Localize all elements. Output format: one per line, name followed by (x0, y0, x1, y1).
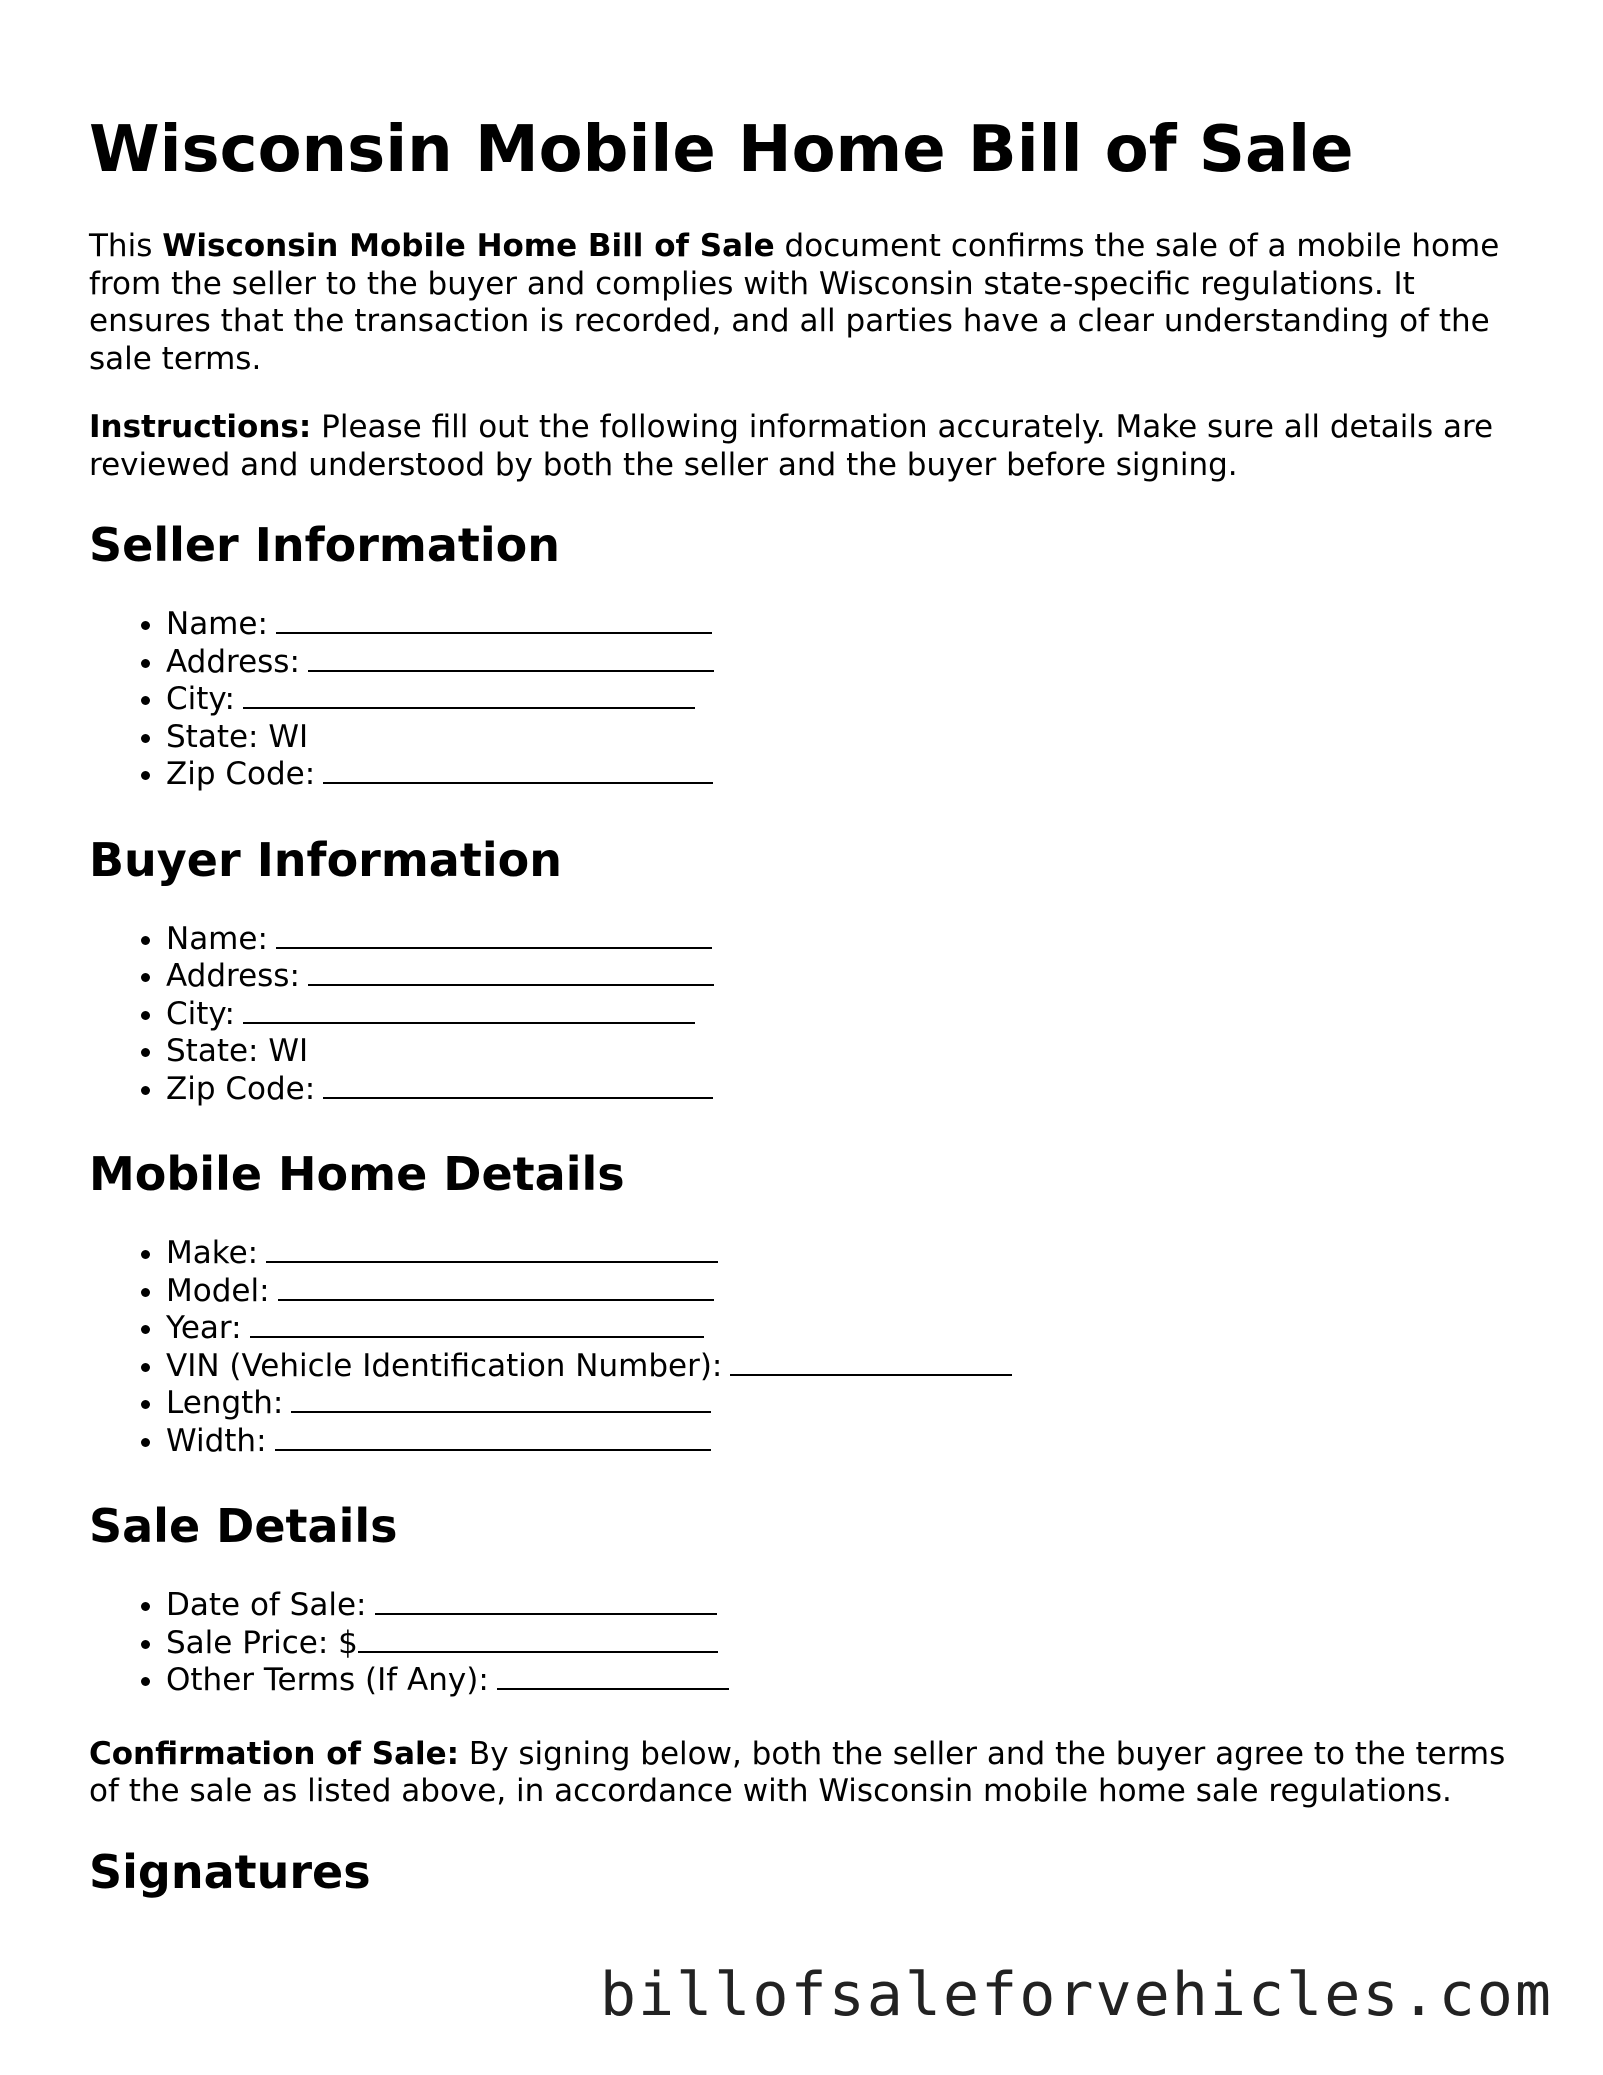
seller-heading: Seller Information (89, 518, 561, 572)
intro-paragraph (89, 228, 1519, 378)
seller-address-label: Address: (166, 643, 300, 680)
confirmation-label: Confirmation of Sale: (89, 1735, 460, 1772)
home-vin-field[interactable] (730, 1348, 1012, 1376)
home-length-item (166, 1385, 1519, 1423)
buyer-name-label: Name: (166, 920, 268, 957)
home-vin-item (166, 1348, 1519, 1386)
home-model-label: Model: (166, 1272, 270, 1309)
seller-name-label: Name: (166, 606, 268, 642)
instructions-paragraph (89, 409, 1519, 484)
home-make-item (166, 1235, 1519, 1273)
home-year-field[interactable] (250, 1310, 704, 1338)
buyer-zip-label: Zip Code: (166, 1070, 316, 1107)
home-year-item (166, 1310, 1519, 1348)
seller-list (89, 606, 1519, 794)
document-title: Wisconsin Mobile Home Bill of Sale (89, 113, 1354, 187)
confirmation-text: By signing below, both the seller and the buyer agree to the terms of the sale as listed above, in accordance with Wisconsin mobile home sale regulations. (89, 1735, 1506, 1809)
intro-bold: Wisconsin Mobile Home Bill of Sale (162, 228, 775, 264)
sale-date-label: Date of Sale: (166, 1587, 367, 1623)
buyer-state-item (166, 1033, 1519, 1071)
home-details-heading: Mobile Home Details (89, 1147, 625, 1201)
document-page (89, 108, 1519, 1933)
buyer-address-item (166, 958, 1519, 996)
home-width-field[interactable] (275, 1423, 711, 1451)
intro-prefix: This (89, 228, 163, 264)
buyer-address-field[interactable] (308, 958, 714, 986)
seller-city-label: City: (166, 681, 235, 717)
seller-state-item (166, 719, 1519, 757)
signatures-heading: Signatures (89, 1844, 371, 1899)
buyer-zip-field[interactable] (323, 1071, 713, 1099)
intro-rest: document confirms the sale of a mobile home from the seller to the buyer and complies with Wisconsin state-specific regulations. It ensures that the transaction is recorded, and all parties have a clear understanding of the sale terms. (89, 228, 1500, 377)
home-model-item (166, 1273, 1519, 1311)
sale-date-item (166, 1587, 1519, 1625)
sale-date-field[interactable] (375, 1587, 717, 1615)
home-width-item (166, 1423, 1519, 1461)
home-length-label: Length: (166, 1385, 284, 1421)
seller-city-field[interactable] (243, 681, 695, 709)
instructions-label: Instructions: (89, 409, 312, 445)
seller-address-field[interactable] (308, 644, 714, 672)
seller-zip-field[interactable] (323, 756, 713, 784)
home-model-field[interactable] (278, 1273, 714, 1301)
buyer-heading: Buyer Information (89, 832, 562, 887)
home-details-list (89, 1235, 1519, 1460)
seller-zip-label: Zip Code: (166, 756, 316, 792)
sale-price-label: Sale Price: $ (166, 1624, 358, 1661)
buyer-name-field[interactable] (276, 921, 712, 949)
buyer-address-label: Address: (166, 958, 300, 994)
home-width-label: Width: (166, 1422, 267, 1459)
seller-name-field[interactable] (276, 606, 712, 634)
buyer-city-field[interactable] (243, 996, 695, 1024)
watermark-text: billofsaleforvehicles.com (599, 1960, 1553, 2030)
home-make-label: Make: (166, 1235, 259, 1271)
sale-other-field[interactable] (497, 1662, 729, 1690)
home-length-field[interactable] (291, 1385, 711, 1413)
home-make-field[interactable] (266, 1235, 718, 1263)
home-vin-label: VIN (Vehicle Identification Number): (166, 1347, 723, 1384)
seller-address-item (166, 644, 1519, 682)
seller-city-item (166, 681, 1519, 719)
sale-price-item (166, 1625, 1519, 1663)
seller-name-item (166, 606, 1519, 644)
sale-price-field[interactable] (358, 1625, 718, 1653)
seller-state-label: State: WI (166, 718, 309, 755)
buyer-zip-item (166, 1071, 1519, 1109)
buyer-name-item (166, 921, 1519, 959)
buyer-state-label: State: WI (166, 1033, 309, 1069)
buyer-list (89, 921, 1519, 1109)
sale-details-heading: Sale Details (89, 1499, 398, 1553)
confirmation-paragraph (89, 1736, 1519, 1811)
buyer-city-label: City: (166, 995, 235, 1032)
sale-other-item (166, 1662, 1519, 1700)
buyer-city-item (166, 996, 1519, 1034)
home-year-label: Year: (166, 1310, 242, 1346)
sale-other-label: Other Terms (If Any): (166, 1662, 489, 1698)
sale-details-list (89, 1587, 1519, 1700)
instructions-text: Please fill out the following information accurately. Make sure all details are reviewed and understood by both the seller and the buyer before signing. (89, 409, 1494, 483)
seller-zip-item (166, 756, 1519, 794)
